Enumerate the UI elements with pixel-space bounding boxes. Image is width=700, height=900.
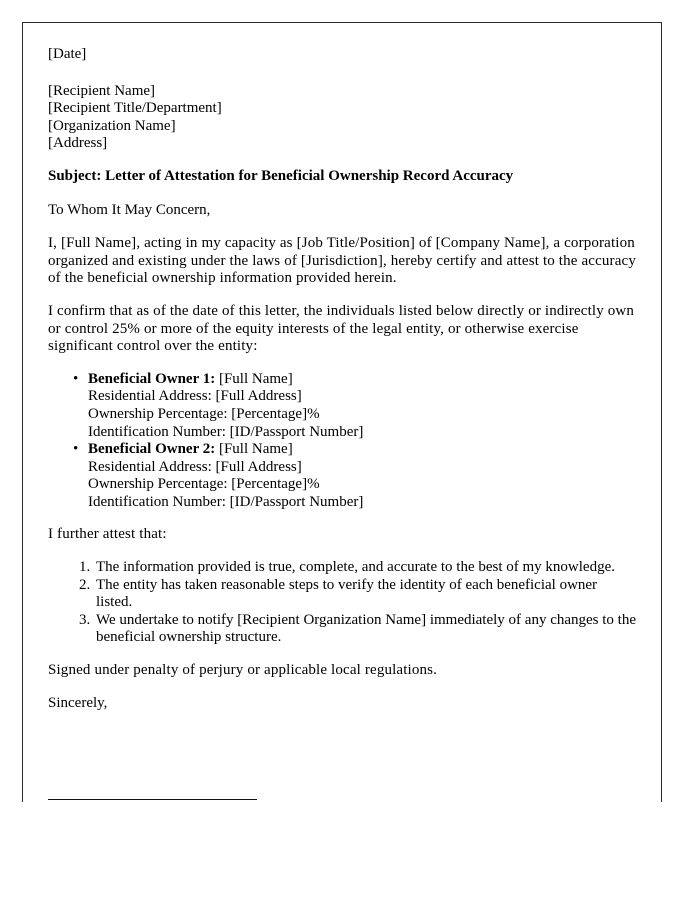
list-item [88,441,636,511]
owner-name: [Full Name] [215,370,293,387]
attestation-intro: I further attest that: [48,526,167,543]
closing-salutation: Sincerely, [48,694,108,711]
document-page [22,22,662,802]
owner-address: Residential Address: [Full Address] [88,388,302,405]
owner-label: Beneficial Owner 2: [88,441,216,458]
subject-line: Subject: Letter of Attestation for Beneficial Ownership Record Accuracy [48,167,514,184]
date-placeholder: [Date] [48,46,87,62]
owner-label: Beneficial Owner 1: [88,370,216,387]
recipient-organization: [Organization Name] [48,117,176,134]
salutation: To Whom It May Concern, [48,201,211,218]
owner-percentage: Ownership Percentage: [Percentage]% [88,476,320,493]
attestation-list [48,559,636,647]
penalty-statement: Signed under penalty of perjury or applicable local regulations. [48,662,438,679]
recipient-address: [Address] [48,135,108,152]
recipient-name: [Recipient Name] [48,82,156,99]
owner-name: [Full Name] [215,441,293,458]
list-item [88,371,636,441]
recipient-address-block [48,83,636,153]
list-item: 1. The information provided is true, complete, and accurate to the best of my knowledge. [94,559,636,577]
beneficial-owner-list [48,371,636,512]
owner-identification: Identification Number: [ID/Passport Number] [88,493,364,510]
owner-address: Residential Address: [Full Address] [88,458,302,475]
owner-percentage: Ownership Percentage: [Percentage]% [88,405,320,422]
confirmation-paragraph: I confirm that as of the date of this letter, the individuals listed below directly or indirectly own or control 25% or more of the equity interests of the legal entity, or otherwise exercise significant control over the entity: [48,302,635,355]
intro-paragraph: I, [Full Name], acting in my capacity as [Job Title/Position] of [Company Name], a corporation organized and existing under the laws of [Jurisdiction], hereby certify and attest to the accuracy of the beneficial ownership information provided herein. [48,235,636,287]
signature-line [48,799,257,800]
list-item: 2. The entity has taken reasonable steps to verify the identity of each beneficial owner listed. [94,577,636,612]
list-item: 3. We undertake to notify [Recipient Organization Name] immediately of any changes to the beneficial ownership structure. [94,612,636,647]
owner-identification: Identification Number: [ID/Passport Number] [88,423,364,440]
document-body [48,46,636,727]
recipient-title: [Recipient Title/Department] [48,100,222,117]
